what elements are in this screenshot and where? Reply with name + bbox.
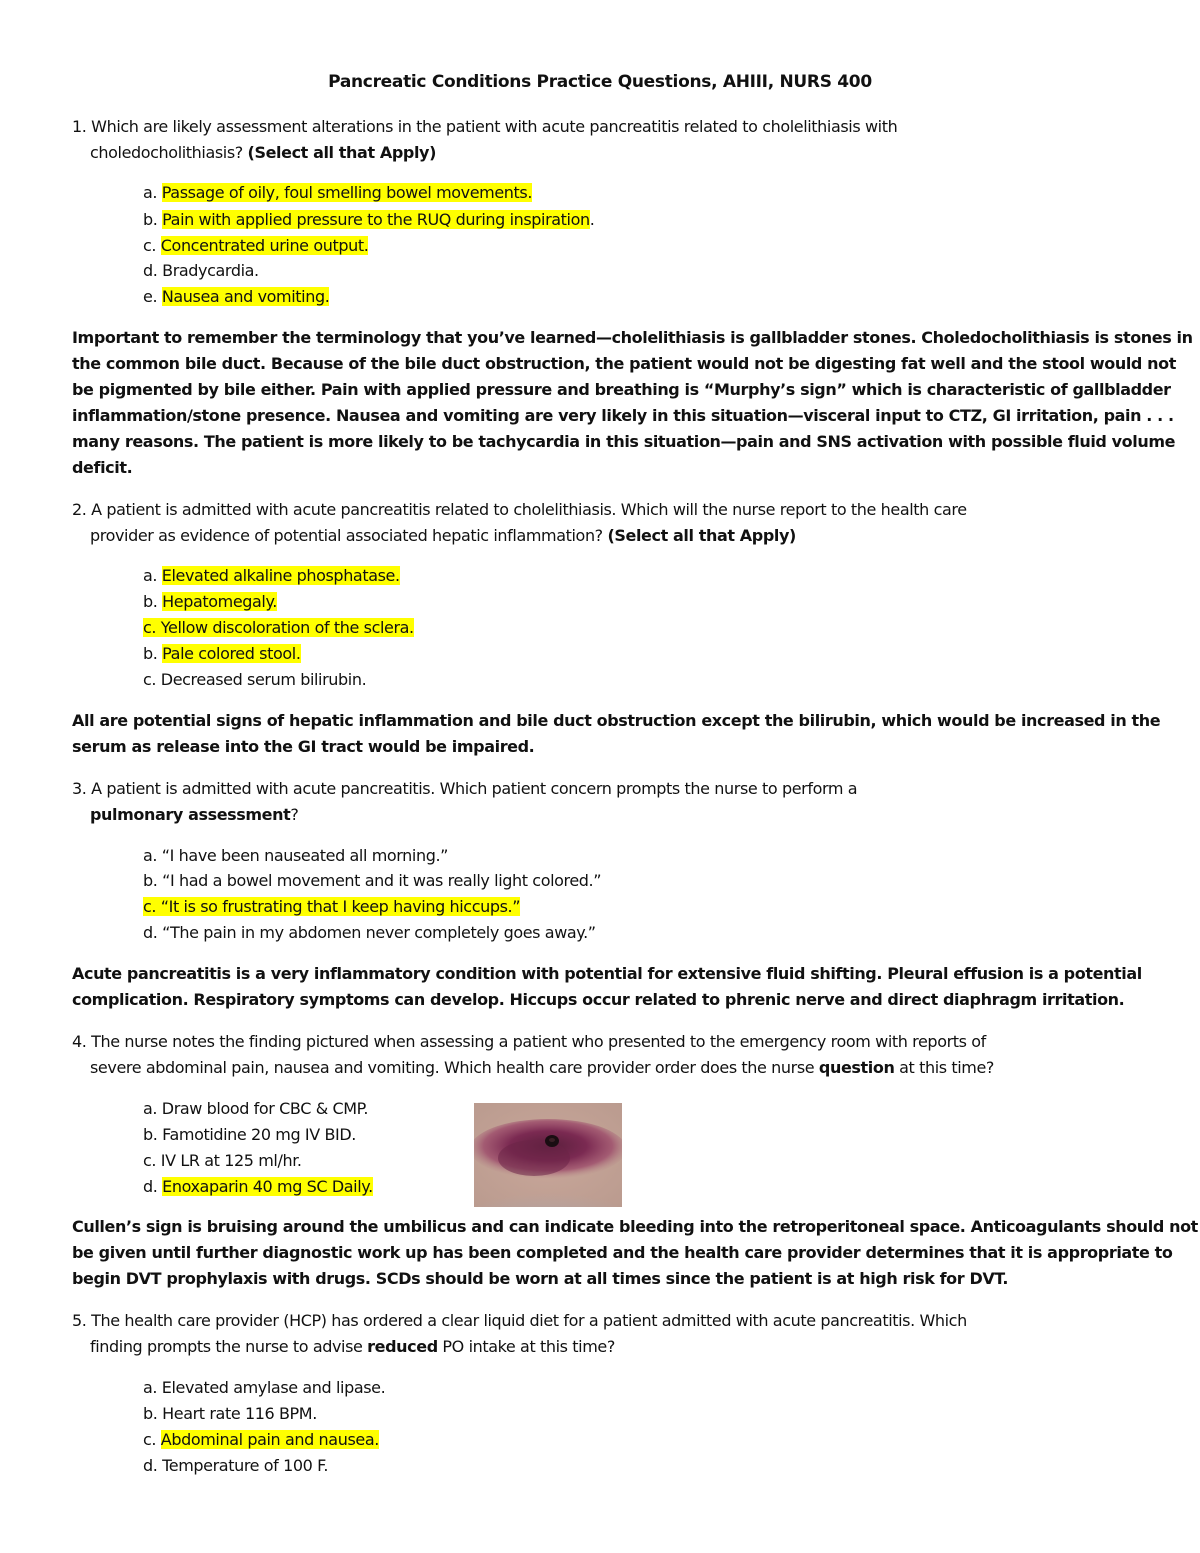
question-2-line-2: provider as evidence of potential associated hepatic inflammation? (Select all that Apply) <box>90 526 796 545</box>
question-2-line-1: 2. A patient is admitted with acute pancreatitis related to cholelithiasis. Which will the nurse report to the health care <box>72 500 967 519</box>
question-4-line-1: 4. The nurse notes the finding pictured when assessing a patient who presented to the emergency room with reports of <box>72 1032 986 1051</box>
q1-option-d: d. Bradycardia. <box>143 261 259 280</box>
question-3-line-1: 3. A patient is admitted with acute pancreatitis. Which patient concern prompts the nurse to perform a <box>72 779 858 798</box>
question-3 <box>72 776 857 828</box>
question-1-line-2: choledocholithiasis? (Select all that Apply) <box>90 143 436 162</box>
question-1-line-1: 1. Which are likely assessment alterations in the patient with acute pancreatitis related to cholelithiasis with <box>72 117 898 136</box>
q5-option-c: c. Abdominal pain and nausea. <box>143 1430 379 1449</box>
q4-option-c: c. IV LR at 125 ml/hr. <box>143 1151 302 1170</box>
q1-option-b: b. Pain with applied pressure to the RUQ during inspiration. <box>143 210 595 229</box>
select-all-note: (Select all that Apply) <box>247 143 436 162</box>
q3-option-b: b. “I had a bowel movement and it was really light colored.” <box>143 871 602 890</box>
question-3-line-2: pulmonary assessment? <box>90 805 299 824</box>
q1-explanation: Important to remember the terminology that you’ve learned—cholelithiasis is gallbladder stones. Choledocholithiasis is stones in the common bile duct. Because of the bile duct obstruction, the patient would not be digesting fat well and the stool would not be pigmented by bile either. Pain with applied pressure and breathing is “Murphy’s sign” which is characteristic of gallbladder inflammation/stone presence. Nausea and vomiting are very likely in this situation—visceral input to CTZ, GI irritation, pain . . . many reasons. The patient is more likely to be tachycardia in this situation—pain and SNS activation with possible fluid volume deficit. <box>72 328 1193 477</box>
question-5-line-2: finding prompts the nurse to advise reduced PO intake at this time? <box>90 1337 615 1356</box>
q2-option-c: c. Yellow discoloration of the sclera. <box>143 618 414 637</box>
q2-option-a: a. Elevated alkaline phosphatase. <box>143 566 400 585</box>
q2-option-c2: c. Decreased serum bilirubin. <box>143 670 367 689</box>
q3-option-d: d. “The pain in my abdomen never completely goes away.” <box>143 923 596 942</box>
select-all-note: (Select all that Apply) <box>607 526 796 545</box>
question-1 <box>72 114 897 166</box>
document-title: Pancreatic Conditions Practice Questions, AHIII, NURS 400 <box>328 72 872 92</box>
q3-option-c: c. “It is so frustrating that I keep having hiccups.” <box>143 897 521 916</box>
q1-option-c: c. Concentrated urine output. <box>143 236 369 255</box>
cullens-sign-photo <box>474 1103 622 1207</box>
q2-option-b: b. Hepatomegaly. <box>143 592 277 611</box>
q1-option-a: a. Passage of oily, foul smelling bowel movements. <box>143 183 533 202</box>
q2-option-b2: b. Pale colored stool. <box>143 644 301 663</box>
q1-option-e: e. Nausea and vomiting. <box>143 287 330 306</box>
q2-explanation: All are potential signs of hepatic inflammation and bile duct obstruction except the bilirubin, which would be increased in the serum as release into the GI tract would be impaired. <box>72 711 1161 756</box>
q4-option-d: d. Enoxaparin 40 mg SC Daily. <box>143 1177 373 1196</box>
q3-explanation: Acute pancreatitis is a very inflammatory condition with potential for extensive fluid shifting. Pleural effusion is a potential complication. Respiratory symptoms can develop. Hiccups occur related to phrenic nerve and direct diaphragm irritation. <box>72 964 1142 1009</box>
q3-option-a: a. “I have been nauseated all morning.” <box>143 846 449 865</box>
question-4 <box>72 1029 994 1081</box>
q5-option-d: d. Temperature of 100 F. <box>143 1456 329 1475</box>
question-2 <box>72 497 967 549</box>
q4-option-a: a. Draw blood for CBC & CMP. <box>143 1099 369 1118</box>
question-5 <box>72 1308 967 1360</box>
q5-option-a: a. Elevated amylase and lipase. <box>143 1378 386 1397</box>
question-4-line-2: severe abdominal pain, nausea and vomiting. Which health care provider order does the nurse question at this time? <box>90 1058 995 1077</box>
question-5-line-1: 5. The health care provider (HCP) has ordered a clear liquid diet for a patient admitted with acute pancreatitis. Which <box>72 1311 967 1330</box>
q4-explanation: Cullen’s sign is bruising around the umbilicus and can indicate bleeding into the retroperitoneal space. Anticoagulants should not be given until further diagnostic work up has been completed and the health care provider determines that it is appropriate to begin DVT prophylaxis with drugs. SCDs should be worn at all times since the patient is at high risk for DVT. <box>72 1217 1198 1288</box>
q5-option-b: b. Heart rate 116 BPM. <box>143 1404 317 1423</box>
q4-option-b: b. Famotidine 20 mg IV BID. <box>143 1125 356 1144</box>
